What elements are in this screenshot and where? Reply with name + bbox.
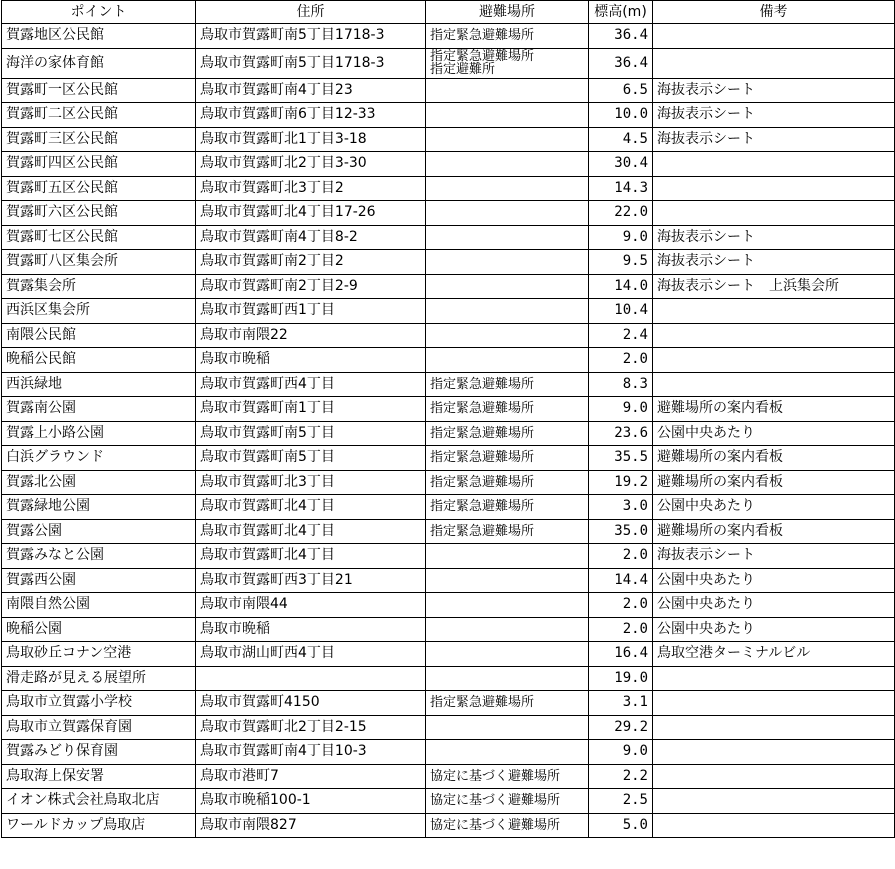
cell-note	[653, 348, 895, 373]
cell-point: 西浜区集会所	[2, 299, 196, 324]
cell-shelter	[426, 421, 589, 446]
table-row	[2, 274, 895, 299]
cell-note	[653, 666, 895, 691]
cell-elevation: 2.0	[589, 617, 653, 642]
cell-shelter	[426, 397, 589, 422]
cell-note: 海抜表示シート	[653, 127, 895, 152]
cell-shelter	[426, 568, 589, 593]
cell-point: 賀露上小路公園	[2, 421, 196, 446]
cell-note: 避難場所の案内看板	[653, 397, 895, 422]
cell-address: 鳥取市賀露町北2丁目3-30	[196, 152, 426, 177]
cell-elevation: 9.0	[589, 397, 653, 422]
cell-elevation: 14.3	[589, 176, 653, 201]
cell-shelter	[426, 250, 589, 275]
cell-elevation: 2.5	[589, 789, 653, 814]
cell-shelter	[426, 78, 589, 103]
cell-elevation: 30.4	[589, 152, 653, 177]
cell-elevation: 2.4	[589, 323, 653, 348]
table-row	[2, 176, 895, 201]
table-row	[2, 593, 895, 618]
table-row	[2, 764, 895, 789]
cell-address: 鳥取市賀露町南5丁目1718-3	[196, 24, 426, 49]
cell-address: 鳥取市港町7	[196, 764, 426, 789]
cell-address: 鳥取市賀露町南5丁目1718-3	[196, 48, 426, 78]
cell-point: 賀露町五区公民館	[2, 176, 196, 201]
cell-point: 賀露地区公民館	[2, 24, 196, 49]
table-row	[2, 519, 895, 544]
cell-shelter	[426, 372, 589, 397]
cell-point: 賀露北公園	[2, 470, 196, 495]
cell-address: 鳥取市賀露町南1丁目	[196, 397, 426, 422]
cell-point: 賀露集会所	[2, 274, 196, 299]
cell-note: 海抜表示シート	[653, 103, 895, 128]
cell-elevation: 2.0	[589, 593, 653, 618]
cell-elevation: 9.5	[589, 250, 653, 275]
cell-point: 鳥取海上保安署	[2, 764, 196, 789]
table-row	[2, 617, 895, 642]
cell-elevation: 36.4	[589, 24, 653, 49]
cell-point: 賀露町三区公民館	[2, 127, 196, 152]
cell-point: 南隈自然公園	[2, 593, 196, 618]
shelter-type: 指定緊急避難場所	[430, 425, 535, 441]
cell-point: 賀露町七区公民館	[2, 225, 196, 250]
cell-elevation: 10.4	[589, 299, 653, 324]
cell-address: 鳥取市賀露町北4丁目	[196, 544, 426, 569]
cell-address: 鳥取市賀露町南4丁目8-2	[196, 225, 426, 250]
header-elevation: 標高(m)	[589, 1, 653, 24]
cell-address: 鳥取市賀露町西3丁目21	[196, 568, 426, 593]
cell-elevation: 29.2	[589, 715, 653, 740]
cell-elevation: 2.0	[589, 544, 653, 569]
shelter-type: 指定緊急避難場所	[430, 450, 535, 466]
cell-point: 鳥取市立賀露小学校	[2, 691, 196, 716]
table-row	[2, 789, 895, 814]
cell-note	[653, 813, 895, 838]
cell-elevation: 10.0	[589, 103, 653, 128]
cell-point: 西浜緑地	[2, 372, 196, 397]
cell-shelter	[426, 225, 589, 250]
cell-point: 賀露町一区公民館	[2, 78, 196, 103]
cell-note: 公園中央あたり	[653, 495, 895, 520]
shelter-type: 指定緊急避難場所	[430, 474, 535, 490]
cell-note: 海抜表示シート	[653, 78, 895, 103]
cell-note: 公園中央あたり	[653, 421, 895, 446]
cell-point: 白浜グラウンド	[2, 446, 196, 471]
cell-shelter	[426, 201, 589, 226]
cell-point: 賀露町二区公民館	[2, 103, 196, 128]
cell-elevation: 3.0	[589, 495, 653, 520]
cell-point: 賀露南公園	[2, 397, 196, 422]
table-row	[2, 103, 895, 128]
cell-point: 南隈公民館	[2, 323, 196, 348]
cell-point: 賀露町四区公民館	[2, 152, 196, 177]
cell-point: イオン株式会社鳥取北店	[2, 789, 196, 814]
cell-address: 鳥取市晩稲	[196, 617, 426, 642]
cell-shelter	[426, 24, 589, 49]
shelter-type: 指定緊急避難場所	[430, 28, 535, 44]
cell-address: 鳥取市賀露町西1丁目	[196, 299, 426, 324]
cell-point: 晩稲公園	[2, 617, 196, 642]
cell-shelter	[426, 715, 589, 740]
cell-shelter	[426, 48, 589, 78]
table-row	[2, 48, 895, 78]
cell-shelter	[426, 323, 589, 348]
table-row	[2, 127, 895, 152]
cell-note: 避難場所の案内看板	[653, 470, 895, 495]
table-row	[2, 201, 895, 226]
elevation-table	[1, 0, 895, 838]
cell-shelter	[426, 666, 589, 691]
cell-elevation: 36.4	[589, 48, 653, 78]
cell-shelter	[426, 152, 589, 177]
cell-shelter	[426, 813, 589, 838]
cell-address: 鳥取市湖山町西4丁目	[196, 642, 426, 667]
cell-address: 鳥取市賀露町南4丁目23	[196, 78, 426, 103]
cell-elevation: 14.4	[589, 568, 653, 593]
cell-address: 鳥取市賀露町北3丁目2	[196, 176, 426, 201]
cell-address	[196, 666, 426, 691]
cell-shelter	[426, 593, 589, 618]
cell-shelter	[426, 789, 589, 814]
cell-shelter	[426, 495, 589, 520]
header-row	[2, 1, 895, 24]
cell-shelter	[426, 519, 589, 544]
cell-note	[653, 764, 895, 789]
table-row	[2, 78, 895, 103]
shelter-type: 指定緊急避難場所	[430, 523, 535, 539]
cell-elevation: 14.0	[589, 274, 653, 299]
cell-elevation: 8.3	[589, 372, 653, 397]
table-row	[2, 715, 895, 740]
cell-address: 鳥取市賀露町北3丁目	[196, 470, 426, 495]
cell-shelter	[426, 274, 589, 299]
cell-point: 鳥取砂丘コナン空港	[2, 642, 196, 667]
header-address: 住所	[196, 1, 426, 24]
cell-address: 鳥取市南隈44	[196, 593, 426, 618]
cell-elevation: 3.1	[589, 691, 653, 716]
cell-shelter	[426, 103, 589, 128]
cell-elevation: 6.5	[589, 78, 653, 103]
cell-address: 鳥取市賀露町4150	[196, 691, 426, 716]
cell-note: 海抜表示シート	[653, 544, 895, 569]
cell-address: 鳥取市晩稲	[196, 348, 426, 373]
cell-shelter	[426, 740, 589, 765]
cell-point: 滑走路が見える展望所	[2, 666, 196, 691]
cell-shelter	[426, 470, 589, 495]
table-row	[2, 495, 895, 520]
cell-note	[653, 24, 895, 49]
cell-address: 鳥取市賀露町北4丁目	[196, 519, 426, 544]
shelter-type: 指定緊急避難場所	[430, 401, 535, 417]
cell-note	[653, 176, 895, 201]
cell-point: 賀露みなと公園	[2, 544, 196, 569]
table-row	[2, 24, 895, 49]
cell-note	[653, 715, 895, 740]
cell-elevation: 5.0	[589, 813, 653, 838]
cell-address: 鳥取市賀露町北4丁目17-26	[196, 201, 426, 226]
cell-address: 鳥取市賀露町南2丁目2	[196, 250, 426, 275]
cell-note	[653, 372, 895, 397]
cell-elevation: 16.4	[589, 642, 653, 667]
shelter-type: 協定に基づく避難場所	[430, 768, 561, 784]
cell-point: 鳥取市立賀露保育園	[2, 715, 196, 740]
cell-note	[653, 323, 895, 348]
table-row	[2, 250, 895, 275]
cell-point: ワールドカップ鳥取店	[2, 813, 196, 838]
table-row	[2, 813, 895, 838]
cell-note: 避難場所の案内看板	[653, 519, 895, 544]
cell-address: 鳥取市賀露町南5丁目	[196, 421, 426, 446]
cell-address: 鳥取市賀露町南2丁目2-9	[196, 274, 426, 299]
cell-address: 鳥取市晩稲100-1	[196, 789, 426, 814]
cell-note: 海抜表示シート 上浜集会所	[653, 274, 895, 299]
header-note: 備考	[653, 1, 895, 24]
cell-note	[653, 740, 895, 765]
cell-shelter	[426, 544, 589, 569]
cell-note	[653, 299, 895, 324]
cell-point: 賀露町六区公民館	[2, 201, 196, 226]
table-row	[2, 740, 895, 765]
cell-shelter	[426, 348, 589, 373]
shelter-type: 指定緊急避難場所	[430, 376, 535, 392]
cell-shelter	[426, 299, 589, 324]
cell-elevation: 9.0	[589, 740, 653, 765]
table-row	[2, 372, 895, 397]
table-row	[2, 421, 895, 446]
cell-address: 鳥取市賀露町南6丁目12-33	[196, 103, 426, 128]
table-row	[2, 691, 895, 716]
table-row	[2, 544, 895, 569]
cell-note	[653, 201, 895, 226]
cell-elevation: 35.5	[589, 446, 653, 471]
cell-shelter	[426, 617, 589, 642]
cell-note	[653, 789, 895, 814]
cell-shelter	[426, 691, 589, 716]
header-shelter: 避難場所	[426, 1, 589, 24]
cell-note: 鳥取空港ターミナルビル	[653, 642, 895, 667]
table-row	[2, 225, 895, 250]
table-row	[2, 299, 895, 324]
header-point: ポイント	[2, 1, 196, 24]
cell-elevation: 2.2	[589, 764, 653, 789]
cell-shelter	[426, 127, 589, 152]
cell-shelter	[426, 446, 589, 471]
shelter-type: 指定緊急避難場所	[430, 499, 535, 515]
cell-point: 賀露町八区集会所	[2, 250, 196, 275]
table-row	[2, 446, 895, 471]
shelter-type: 指定緊急避難場所	[430, 49, 535, 64]
cell-elevation: 35.0	[589, 519, 653, 544]
cell-shelter	[426, 176, 589, 201]
cell-elevation: 23.6	[589, 421, 653, 446]
cell-address: 鳥取市南隈827	[196, 813, 426, 838]
table-row	[2, 642, 895, 667]
cell-elevation: 19.0	[589, 666, 653, 691]
cell-address: 鳥取市賀露町南4丁目10-3	[196, 740, 426, 765]
table-row	[2, 152, 895, 177]
cell-address: 鳥取市賀露町北1丁目3-18	[196, 127, 426, 152]
cell-note: 公園中央あたり	[653, 593, 895, 618]
cell-point: 賀露みどり保育園	[2, 740, 196, 765]
table-row	[2, 470, 895, 495]
cell-note	[653, 691, 895, 716]
cell-note	[653, 48, 895, 78]
cell-point: 賀露西公園	[2, 568, 196, 593]
cell-point: 晩稲公民館	[2, 348, 196, 373]
cell-elevation: 4.5	[589, 127, 653, 152]
table-body	[2, 24, 895, 838]
cell-address: 鳥取市賀露町北4丁目	[196, 495, 426, 520]
shelter-type: 指定緊急避難場所	[430, 695, 535, 711]
table-row	[2, 323, 895, 348]
cell-elevation: 9.0	[589, 225, 653, 250]
cell-address: 鳥取市賀露町北2丁目2-15	[196, 715, 426, 740]
table-row	[2, 397, 895, 422]
cell-elevation: 2.0	[589, 348, 653, 373]
cell-note: 海抜表示シート	[653, 250, 895, 275]
cell-elevation: 19.2	[589, 470, 653, 495]
shelter-type: 協定に基づく避難場所	[430, 817, 561, 833]
cell-point: 賀露公園	[2, 519, 196, 544]
cell-elevation: 22.0	[589, 201, 653, 226]
cell-address: 鳥取市賀露町南5丁目	[196, 446, 426, 471]
cell-note	[653, 152, 895, 177]
cell-shelter	[426, 642, 589, 667]
table-row	[2, 348, 895, 373]
cell-note: 公園中央あたり	[653, 617, 895, 642]
cell-note: 公園中央あたり	[653, 568, 895, 593]
shelter-type: 指定避難所	[430, 62, 496, 77]
cell-address: 鳥取市南隈22	[196, 323, 426, 348]
table-row	[2, 666, 895, 691]
cell-point: 賀露緑地公園	[2, 495, 196, 520]
cell-note: 海抜表示シート	[653, 225, 895, 250]
shelter-type: 協定に基づく避難場所	[430, 793, 561, 809]
cell-shelter	[426, 764, 589, 789]
cell-address: 鳥取市賀露町西4丁目	[196, 372, 426, 397]
table-row	[2, 568, 895, 593]
cell-point: 海洋の家体育館	[2, 48, 196, 78]
cell-note: 避難場所の案内看板	[653, 446, 895, 471]
